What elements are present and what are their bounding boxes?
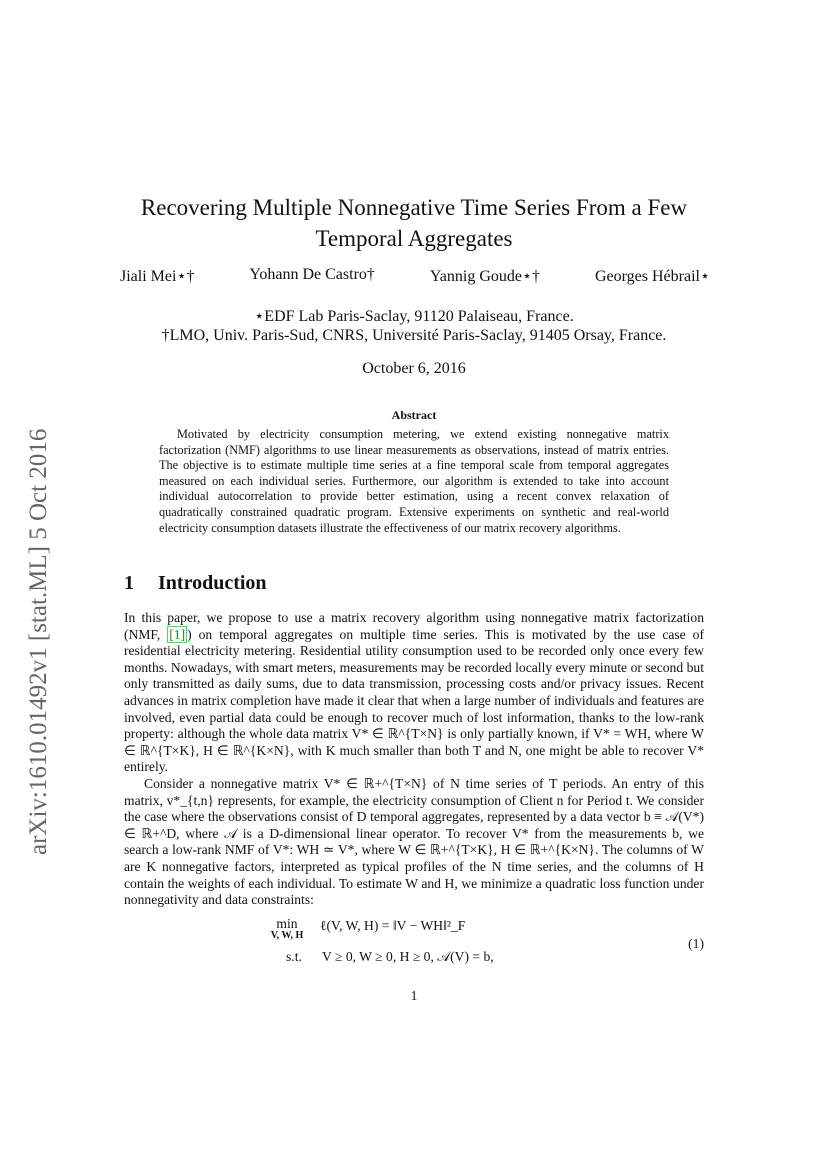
paragraph-text: ) on temporal aggregates on multiple time series. This is motivated by the use case of residential electricity metering. Residential utility consumption used to be recorded only once every few months. Nowadays, with smart meters, measurements may be recorded locally every minute or second but only transmitted as daily sums, due to data transmission, processing costs and/or privacy issues. Recent advances in matrix completion have made it clear that when a large number of individuals and features are involved, even partial data could be enough to recover much of lost information, thanks to the low-rank property: although the whole data matrix V* ∈ ℝ^{T×N} is only partially known, if V* = WH, where W ∈ ℝ^{T×K}, H ∈ ℝ^{K×N}, with K much smaller than both T and N, one might be able to recover V* entirely. xyxy=(124,626,704,775)
title-line-1: Recovering Multiple Nonnegative Time Series From a Few xyxy=(140,195,688,220)
paper-title xyxy=(100,192,728,254)
arxiv-identifier xyxy=(18,365,58,865)
publication-date: October 6, 2016 xyxy=(362,360,466,377)
section-number: 1 xyxy=(124,572,134,594)
min-variables: V, W, H xyxy=(270,930,304,941)
intro-paragraph-1 xyxy=(124,610,704,776)
author: Yannig Goude⋆† xyxy=(429,268,541,285)
abstract-text: Motivated by electricity consumption metering, we extend existing nonnegative matrix factorization (NMF) algorithms to use linear measurements as observations, instead of matrix entries. The objective is to estimate multiple time series at a fine temporal scale from temporal aggregates measured on each individual series. Furthermore, our algorithm is extended to take into account individual autocorrelation to provide better estimation, using a recent convex relaxation of quadratically constrained quadratic program. Extensive experiments on synthetic and real-world electricity consumption datasets illustrate the effectiveness of our matrix recovery algorithms. xyxy=(159,427,669,535)
equation-constraints: V ≥ 0, W ≥ 0, H ≥ 0, 𝒜(V) = b, xyxy=(322,949,494,964)
equation-1 xyxy=(124,914,704,974)
section-heading xyxy=(124,572,267,595)
paragraph-text: In this paper, we propose to use a matrix recovery algorithm using nonnegative matrix factorization (NMF, xyxy=(124,610,704,642)
subject-to-label: s.t. xyxy=(286,949,302,964)
title-line-2: Temporal Aggregates xyxy=(315,226,513,251)
equation-min-operator xyxy=(262,918,312,942)
equation-objective: ℓ(V, W, H) = ‖V − WH‖²_F xyxy=(320,918,466,933)
affiliation: †LMO, Univ. Paris-Sud, CNRS, Université Paris-Saclay, 91405 Orsay, France. xyxy=(161,327,667,344)
author: Jiali Mei⋆† xyxy=(120,268,195,285)
citation-link[interactable]: [1] xyxy=(169,626,186,642)
min-label: min xyxy=(276,916,298,931)
author: Yohann De Castro† xyxy=(249,266,375,283)
abstract-heading: Abstract xyxy=(391,408,437,422)
affiliation: ⋆EDF Lab Paris-Saclay, 91120 Palaiseau, France. xyxy=(254,308,574,325)
arxiv-identifier-text: arXiv:1610.01492v1 [stat.ML] 5 Oct 2016 xyxy=(25,428,52,855)
intro-paragraph-2: Consider a nonnegative matrix V* ∈ ℝ+^{T×N} of N time series of T periods. An entry of this matrix, v*_{t,n} represents, for example, the electricity consumption of Client n for Period t. We consider the case where the observations consist of D temporal aggregates, represented by a data vector b ≡ 𝒜(V*) ∈ ℝ+^D, where 𝒜 is a D-dimensional linear operator. To recover V* from the measurements b, we search a low-rank NMF of V*: WH ≃ V*, where W ∈ ℝ+^{T×K}, H ∈ ℝ+^{K×N}. The columns of W are K nonnegative factors, interpreted as typical profiles of the N time series, and the columns of H contain the weights of each individual. To estimate W and H, we minimize a quadratic loss function under nonnegativity and data constraints: xyxy=(124,776,704,908)
section-title: Introduction xyxy=(158,572,267,594)
page-number: 1 xyxy=(410,988,418,1003)
equation-number: (1) xyxy=(688,936,704,951)
author-list xyxy=(120,266,710,286)
author: Georges Hébrail⋆ xyxy=(594,268,710,285)
